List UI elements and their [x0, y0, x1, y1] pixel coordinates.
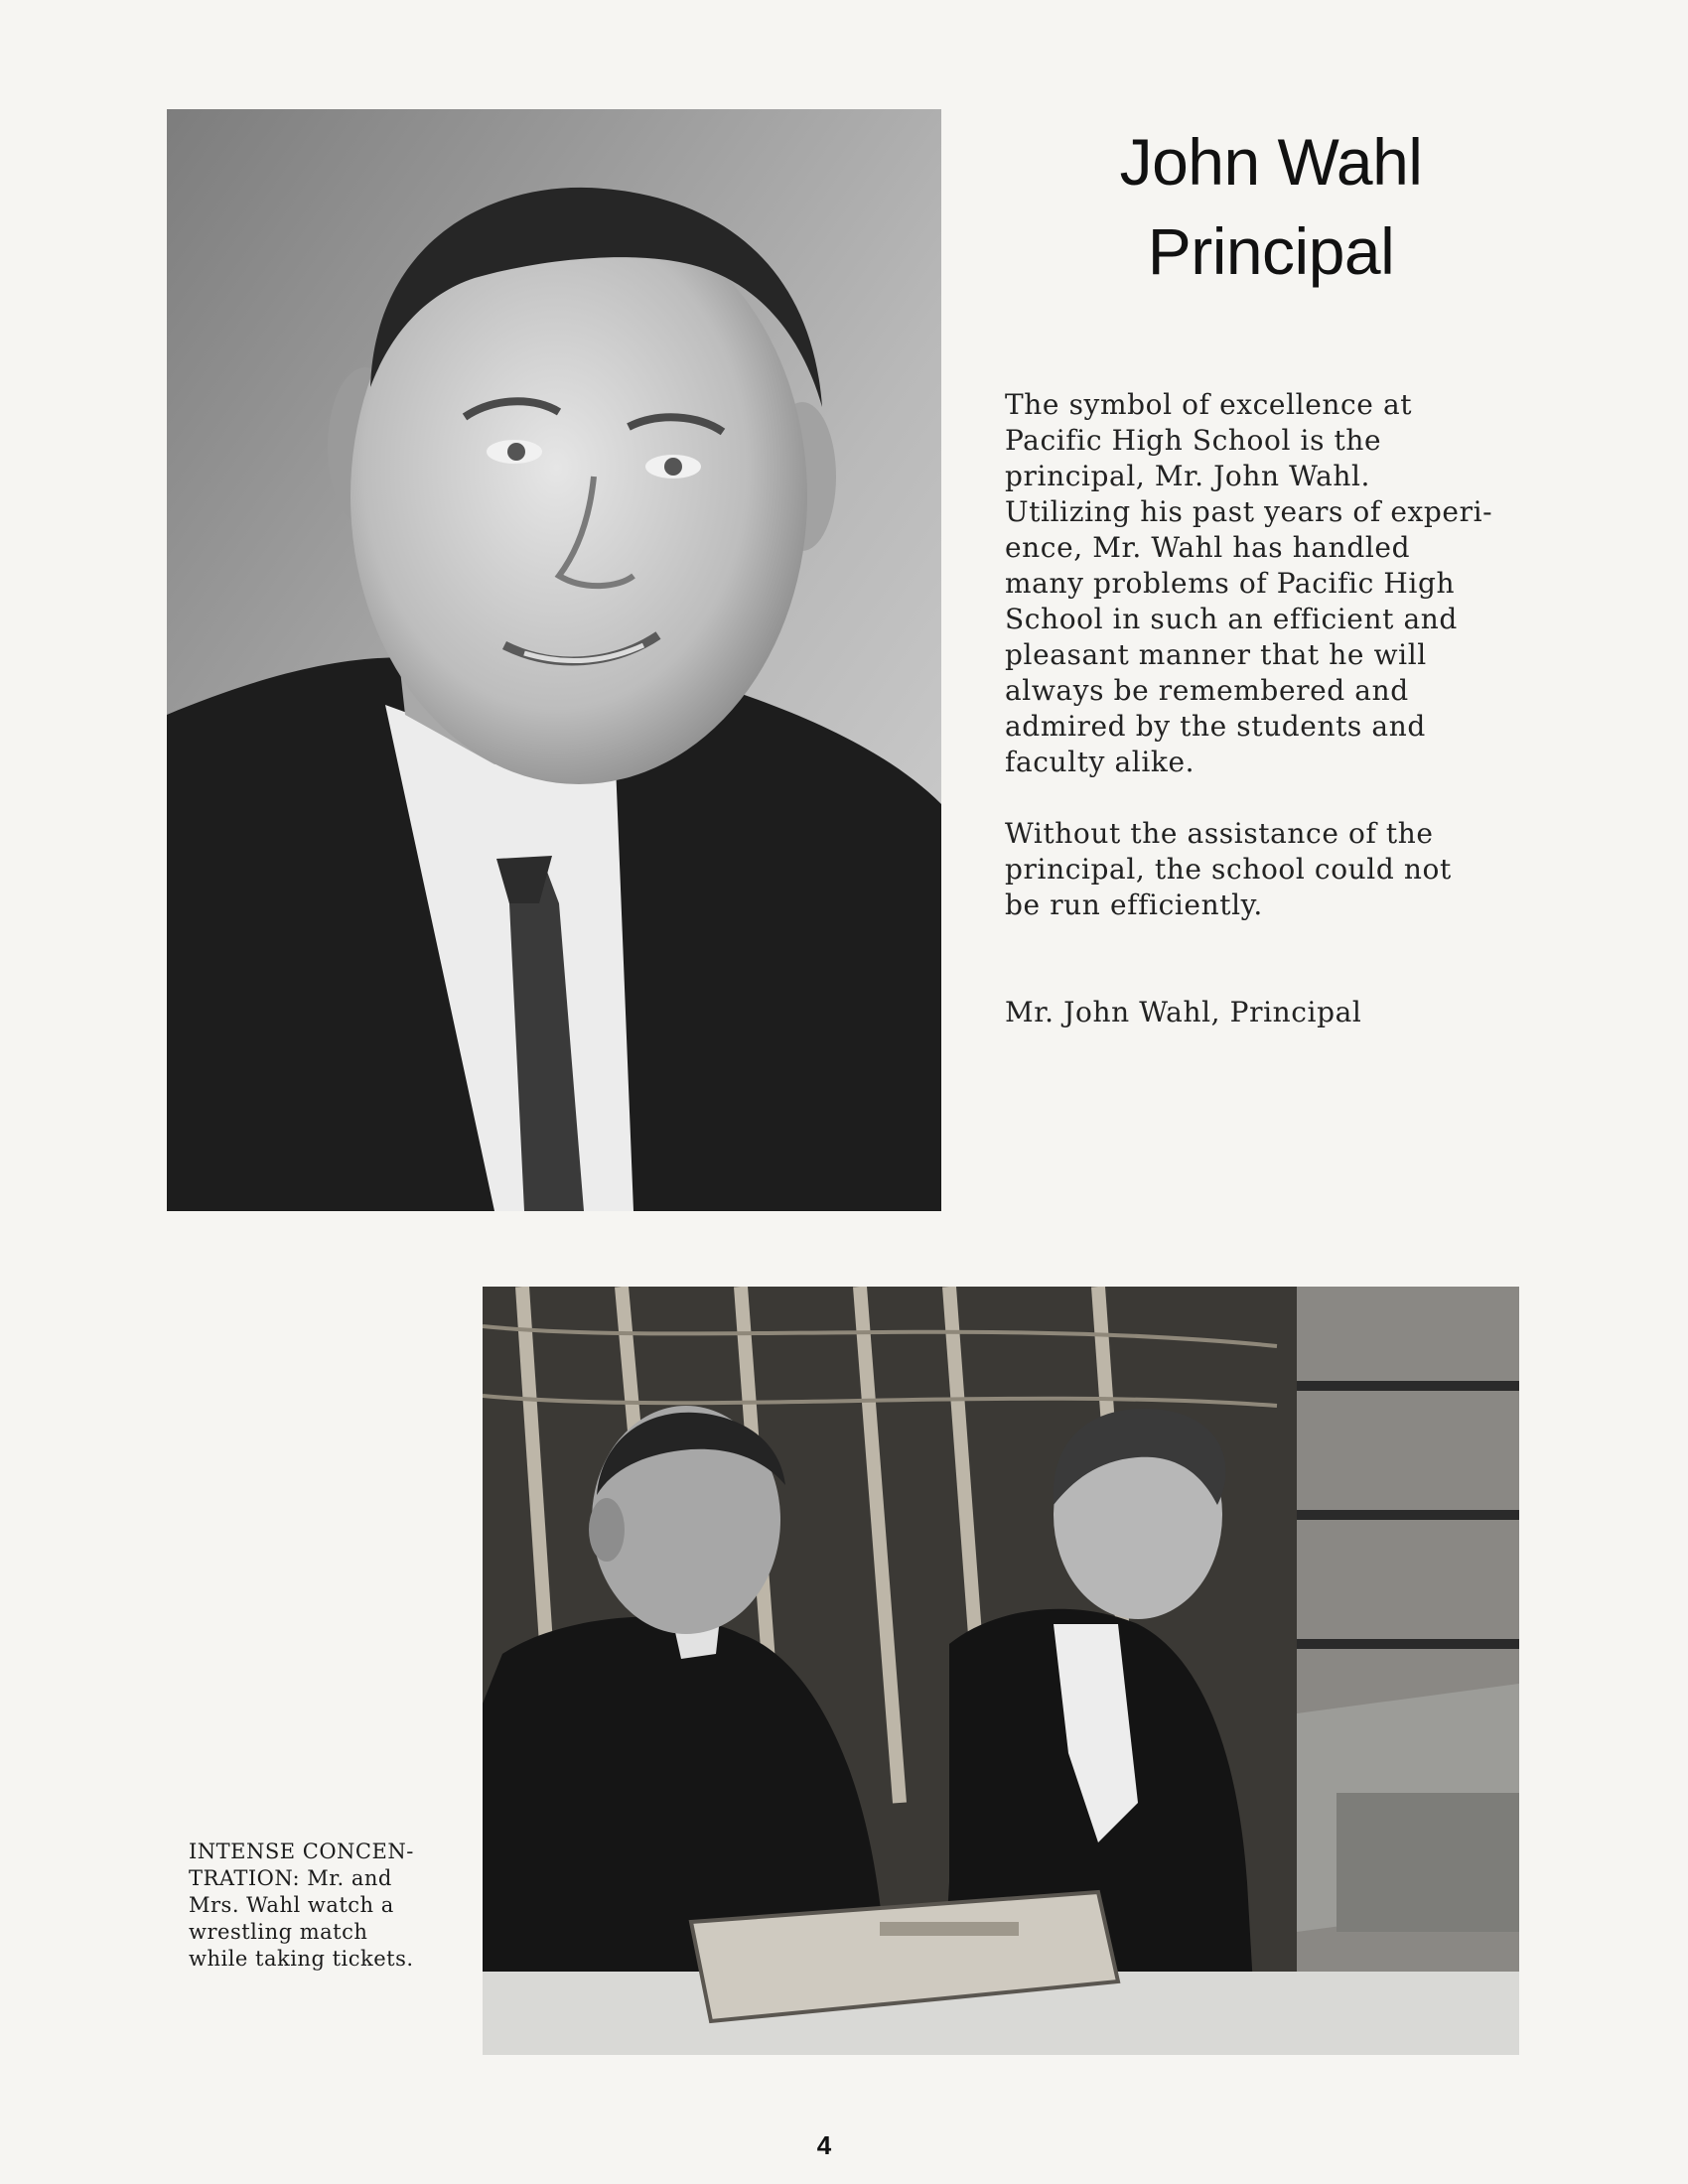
paragraph-line: School in such an efficient and: [1005, 603, 1458, 635]
second-paragraph: [1005, 816, 1521, 923]
paragraph-line: Utilizing his past years of experi-: [1005, 495, 1493, 528]
principal-name: John Wahl: [1119, 125, 1423, 199]
paragraph-line: many problems of Pacific High: [1005, 567, 1456, 600]
candid-photo-image: [483, 1287, 1519, 2055]
page-number: 4: [816, 2130, 832, 2160]
paragraph-line: The symbol of excellence at: [1005, 388, 1413, 421]
paragraph-line: always be remembered and: [1005, 674, 1409, 707]
caption-line: Mrs. Wahl watch a: [189, 1893, 394, 1917]
caption-line: wrestling match: [189, 1920, 368, 1944]
paragraph-line: principal, the school could not: [1005, 853, 1452, 886]
paragraph-line: admired by the students and: [1005, 710, 1426, 743]
caption-line: while taking tickets.: [189, 1947, 414, 1971]
principal-title: Principal: [1147, 214, 1395, 288]
signature-line: [1005, 995, 1521, 1030]
paragraph-line: Pacific High School is the: [1005, 424, 1382, 457]
intro-paragraph: [1005, 387, 1521, 780]
caption-line: TRATION: Mr. and: [189, 1866, 392, 1890]
signature-text: Mr. John Wahl, Principal: [1005, 996, 1362, 1028]
candid-photo: [483, 1287, 1519, 2055]
paragraph-line: Without the assistance of the: [1005, 817, 1434, 850]
paragraph-line: pleasant manner that he will: [1005, 638, 1427, 671]
portrait-photo-image: [167, 109, 941, 1211]
paragraph-line: be run efficiently.: [1005, 888, 1263, 921]
paragraph-line: faculty alike.: [1005, 746, 1196, 778]
caption-line: INTENSE CONCEN-: [189, 1840, 414, 1863]
photo-caption: [189, 1839, 457, 1973]
paragraph-line: ence, Mr. Wahl has handled: [1005, 531, 1411, 564]
page-heading: [993, 117, 1549, 296]
portrait-photo: [167, 109, 941, 1211]
paragraph-line: principal, Mr. John Wahl.: [1005, 460, 1371, 492]
